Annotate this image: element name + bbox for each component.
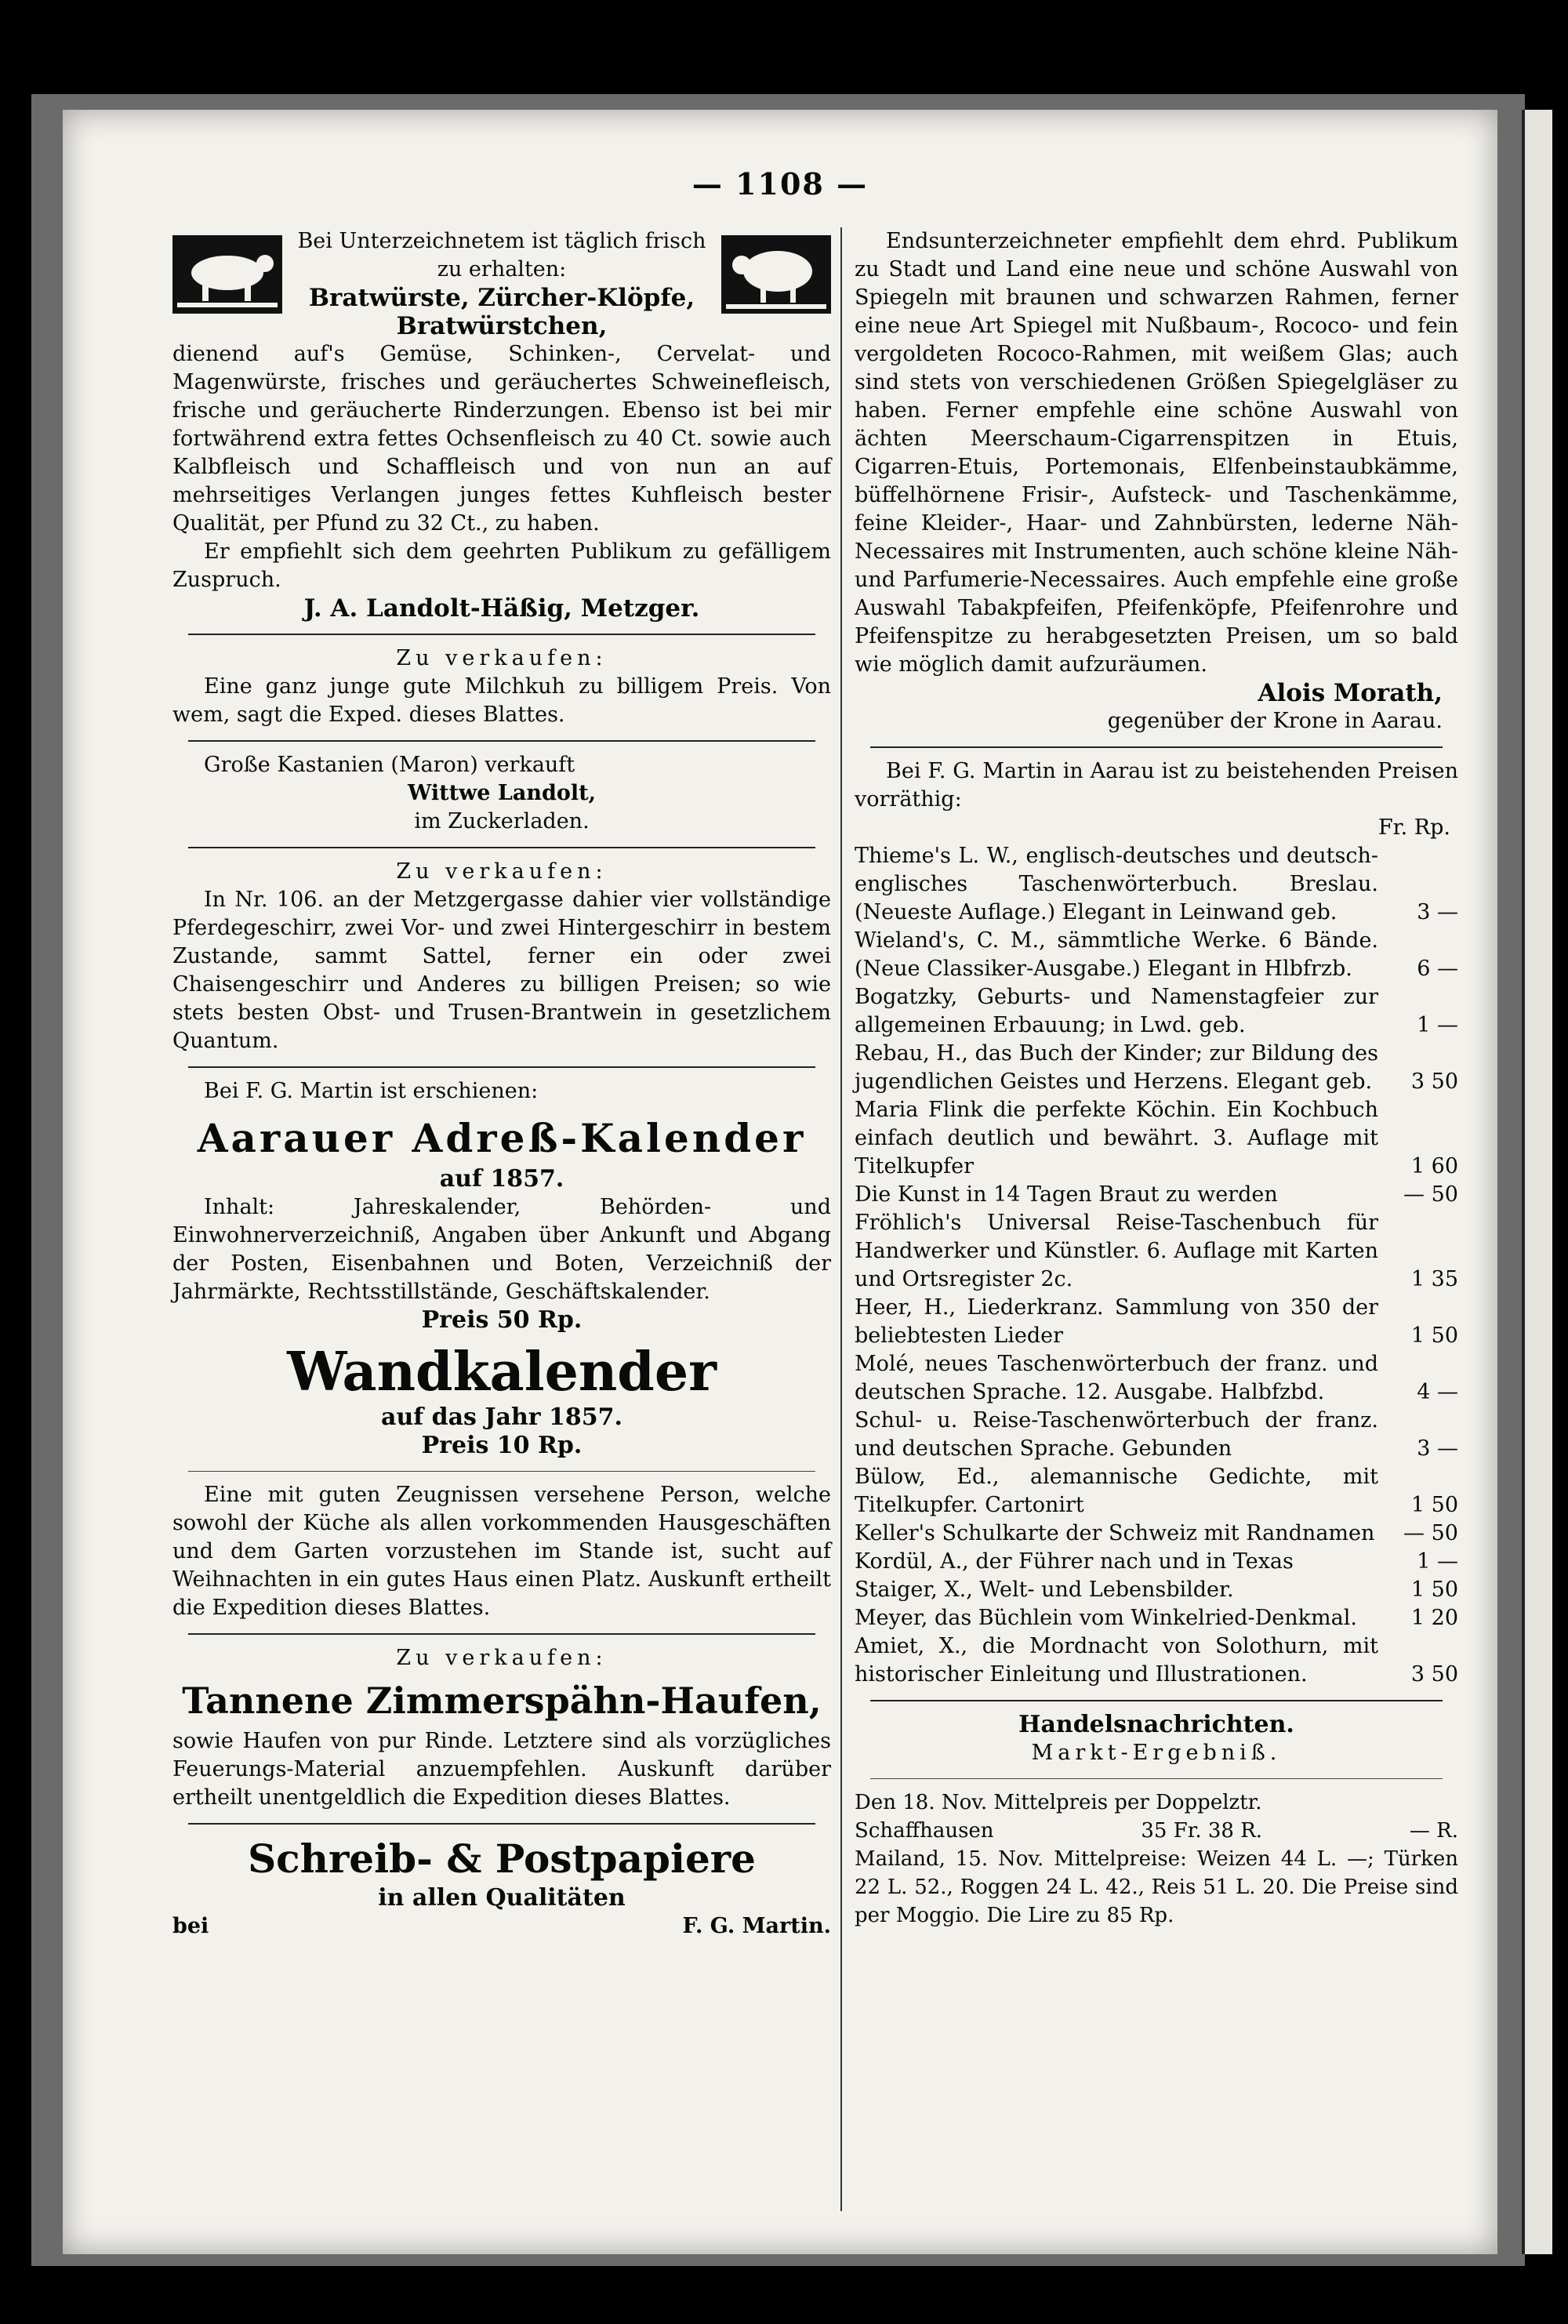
left-column [172,227,831,2199]
divider [188,1066,815,1068]
mirror-ad-text: Endsunterzeichneter empfiehlt dem ehrd. Publikum zu Stadt und Land eine neue und schöne Auswahl von Spiegeln mit braunen und schwarzen Rahmen, ferner eine neue Art Spiegel mit Nußbaum-, Rococo- und fein vergoldeten Rococo-Rahmen, mit weißem Glas; auch sind stets von verschiedenen Größen Spiegelgläser zu haben. Ferner empfehle eine schöne Auswahl von ächten Meerschaum-Cigarrenspitzen in Etuis, Cigarren-Etuis, Portemonais, Elfenbeinstaubkämme, büffelhörnene Frisir-, Aufsteck- und Taschenkämme, feine Kleider-, Haar- und Zahnbürsten, lederne Näh-Necessaires mit Instrumenten, auch schöne kleine Näh- und Parfumerie-Necessaires. Auch empfehle eine große Auswahl Tabakpfeifen, Pfeifenköpfe, Pfeifenrohre und Pfeifenspitze zu herabgesetzten Preisen, um so bald wie möglich damit aufzuräumen. [855,229,1458,677]
market-end: — R. [1409,1819,1458,1843]
book-price: 6 — [1417,957,1458,981]
book-title: Kordül, A., der Führer nach und in Texas [855,1549,1294,1574]
book-title: Heer, H., Liederkranz. Sammlung von 350 der beliebtesten Lieder [855,1295,1378,1348]
book-price: 1 — [1417,1013,1458,1037]
wall-calendar-price: Preis 10 Rp. [421,1432,583,1459]
cow-icon [172,235,282,314]
book-title: Bogatzky, Geburts- und Namenstagfeier zur allgemeinen Erbauung; in Lwd. geb. [855,985,1378,1037]
books-currency-header: Fr. Rp. [1377,815,1450,840]
book-entry [855,842,1458,927]
divider [188,1471,815,1472]
book-title: Keller's Schulkarte der Schweiz mit Randnamen [855,1521,1375,1545]
paper-subtitle: in allen Qualitäten [378,1884,626,1912]
right-column [855,227,1458,2199]
book-price: 3 — [1417,1436,1458,1461]
market-place: Schaffhausen [855,1819,994,1843]
book-entry [855,1040,1458,1096]
book-price: 1 — [1417,1549,1458,1574]
divider [870,1700,1443,1701]
book-title: Maria Flink die perfekte Köchin. Ein Kochbuch einfach deutlich und bewährt. 3. Auflage mit Titelkupfer [855,1098,1378,1178]
paper-title: Schreib- & Postpapiere [248,1836,756,1882]
market-value: 35 Fr. 38 R. [1141,1819,1263,1843]
sheep-icon [721,235,831,314]
book-title: Thieme's L. W., englisch-deutsches und deutsch-englisches Taschenwörterbuch. Breslau. (Neueste Auflage.) Elegant in Leinwand geb. [855,844,1378,924]
divider [870,746,1443,748]
books-intro: Bei F. G. Martin in Aarau ist zu beistehenden Preisen vorräthig: [855,759,1458,812]
book-entry [855,1407,1458,1463]
harness-text: In Nr. 106. an der Metzgergasse dahier vier vollständige Pferdegeschirr, zwei Vor- und zwei Hintergeschirr in bestem Zustande, sammt Sattel, ferner ein oder zwei Chaisengeschirr und Anderes zu billigen Preisen; so wie stets besten Obst- und Trusen-Brantwein in gesetzlichem Quantum. [172,888,831,1053]
book-title: Meyer, das Büchlein vom Winkelried-Denkmal. [855,1606,1357,1630]
book-price: 3 50 [1410,1069,1458,1094]
book-title: Schul- u. Reise-Taschenwörterbuch der franz. und deutschen Sprache. Gebunden [855,1408,1378,1461]
book-price: 1 50 [1410,1493,1458,1517]
chestnut-line3: im Zuckerladen. [414,809,590,833]
book-price: — 50 [1403,1182,1458,1207]
wood-text: sowie Haufen von pur Rinde. Letztere sind als vorzügliches Feuerungs-Material anzuempfehlen. Auskunft darüber ertheilt unentgeldlich die Expedition dieses Blattes. [172,1729,831,1810]
book-title: Bülow, Ed., alemannische Gedichte, mit Titelkupfer. Cartonirt [855,1465,1378,1517]
book-list [855,842,1458,1689]
cow-sale-heading: Zu verkaufen: [396,646,608,670]
butcher-closing: Er empfiehlt sich dem geehrten Publikum zu gefälligem Zuspruch. [172,539,831,592]
paper-seller-prefix: bei [172,1914,209,1938]
market-subheading: Markt-Ergebniß. [1031,1741,1282,1765]
book-entry [855,1350,1458,1407]
paper-seller-name: F. G. Martin. [682,1914,831,1938]
calendar-year: auf 1857. [439,1165,564,1193]
divider [188,634,815,635]
book-entry [855,1096,1458,1181]
book-entry [855,1463,1458,1520]
column-divider [840,227,842,2211]
book-title: Rebau, H., das Buch der Kinder; zur Bildung des jugendlichen Geistes und Herzens. Elegant geb. [855,1041,1378,1094]
book-title: Staiger, X., Welt- und Lebensbilder. [855,1578,1234,1602]
calendar-content: Inhalt: Jahreskalender, Behörden- und Einwohnerverzeichniß, Angaben über Ankunft und Abgang der Posten, Eisenbahnen und Boten, Verzeichniß der Jahrmärkte, Rechtsstillstände, Geschäftskalender. [172,1195,831,1304]
book-price: 4 — [1417,1380,1458,1404]
calendar-title: Aarauer Adreß-Kalender [197,1115,807,1161]
book-entry [855,1604,1458,1632]
cow-sale-text: Eine ganz junge gute Milchkuh zu billigem Preis. Von wem, sagt die Exped. dieses Blattes. [172,674,831,727]
book-title: Die Kunst in 14 Tagen Braut zu werden [855,1182,1278,1207]
market-line-2 [855,1817,1458,1845]
book-price: 3 50 [1410,1662,1458,1687]
wall-calendar-year: auf das Jahr 1857. [381,1403,622,1431]
book-entry [855,1548,1458,1576]
book-title: Wieland's, C. M., sämmtliche Werke. 6 Bände. (Neue Classiker-Ausgabe.) Elegant in Hlbfrzb. [855,928,1378,981]
paper-seller-row [172,1912,831,1941]
book-price: 1 50 [1410,1578,1458,1602]
page-number: — 1108 — [691,166,869,202]
divider [188,740,815,742]
book-entry [855,1632,1458,1689]
book-price: 1 50 [1410,1324,1458,1348]
harness-heading: Zu verkaufen: [396,859,608,884]
book-title: Amiet, X., die Mordnacht von Solothurn, mit historischer Einleitung und Illustrationen. [855,1634,1378,1687]
mirror-ad-signature: Alois Morath, [1258,679,1443,707]
market-line-1: Den 18. Nov. Mittelpreis per Doppelztr. [855,1791,1262,1814]
book-entry [855,1576,1458,1604]
book-entry [855,1181,1458,1209]
mirror-ad-location: gegenüber der Krone in Aarau. [1107,709,1443,733]
market-heading: Handelsnachrichten. [1018,1711,1294,1738]
butcher-items-text: dienend auf's Gemüse, Schinken-, Cervelat- und Magenwürste, frisches und geräuchertes Schweinefleisch, frische und geräucherte Rinderzungen. Ebenso ist bei mir fortwährend extra fettes Ochsenfleisch zu 40 Ct. sowie auch Kalbfleisch und Schaffleisch und von nun an auf mehrseitiges Verlangen junges fettes Kuhfleisch bester Qualität, per Pfund zu 32 Ct., zu haben. [172,342,831,536]
divider [188,1633,815,1635]
butcher-intro: Bei Unterzeichnetem ist täglich frisch zu erhalten: [297,229,706,281]
calendar-intro: Bei F. G. Martin ist erschienen: [204,1079,539,1103]
book-entry [855,983,1458,1040]
book-price: — 50 [1403,1521,1458,1545]
book-entry [855,1294,1458,1350]
wood-heading: Zu verkaufen: [396,1646,608,1670]
book-entry [855,1209,1458,1294]
newspaper-page [63,110,1497,2254]
chestnut-line2: Wittwe Landolt, [408,781,596,805]
divider [870,1778,1443,1779]
book-price: 3 — [1417,900,1458,924]
book-entry [855,1520,1458,1548]
market-line-3: Mailand, 15. Nov. Mittelpreise: Weizen 44 L. —; Türken 22 L. 52., Roggen 24 L. 42., Reis 51 L. 20. Die Preise sind per Moggio. Die Lire zu 85 Rp. [855,1847,1458,1927]
butcher-ad [172,227,831,340]
divider [188,847,815,848]
book-title: Fröhlich's Universal Reise-Taschenbuch für Handwerker und Künstler. 6. Auflage mit Karten und Ortsregister 2c. [855,1211,1378,1291]
wood-title: Tannene Zimmerspähn-Haufen, [182,1679,822,1722]
butcher-items-heading: Bratwürste, Zürcher-Klöpfe, Bratwürstchen, [308,284,695,340]
calendar-price: Preis 50 Rp. [421,1306,583,1334]
book-price: 1 60 [1410,1154,1458,1178]
book-price: 1 35 [1410,1267,1458,1291]
book-price: 1 20 [1410,1606,1458,1630]
book-title: Molé, neues Taschenwörterbuch der franz. und deutschen Sprache. 12. Ausgabe. Halbfzbd. [855,1352,1378,1404]
book-entry [855,927,1458,983]
job-ad-text: Eine mit guten Zeugnissen versehene Person, welche sowohl der Küche als allen vorkommenden Hausgeschäften und dem Garten vorzustehen im Stande ist, sucht auf Weihnachten in ein gutes Haus einen Platz. Auskunft ertheilt die Expedition dieses Blattes. [172,1483,831,1620]
butcher-signature: J. A. Landolt-Häßig, Metzger. [303,594,700,623]
adjacent-page-edge [1522,110,1552,2254]
divider [188,1823,815,1825]
chestnut-line1: Große Kastanien (Maron) verkauft [204,753,575,777]
wall-calendar-title: Wandkalender [287,1341,717,1403]
